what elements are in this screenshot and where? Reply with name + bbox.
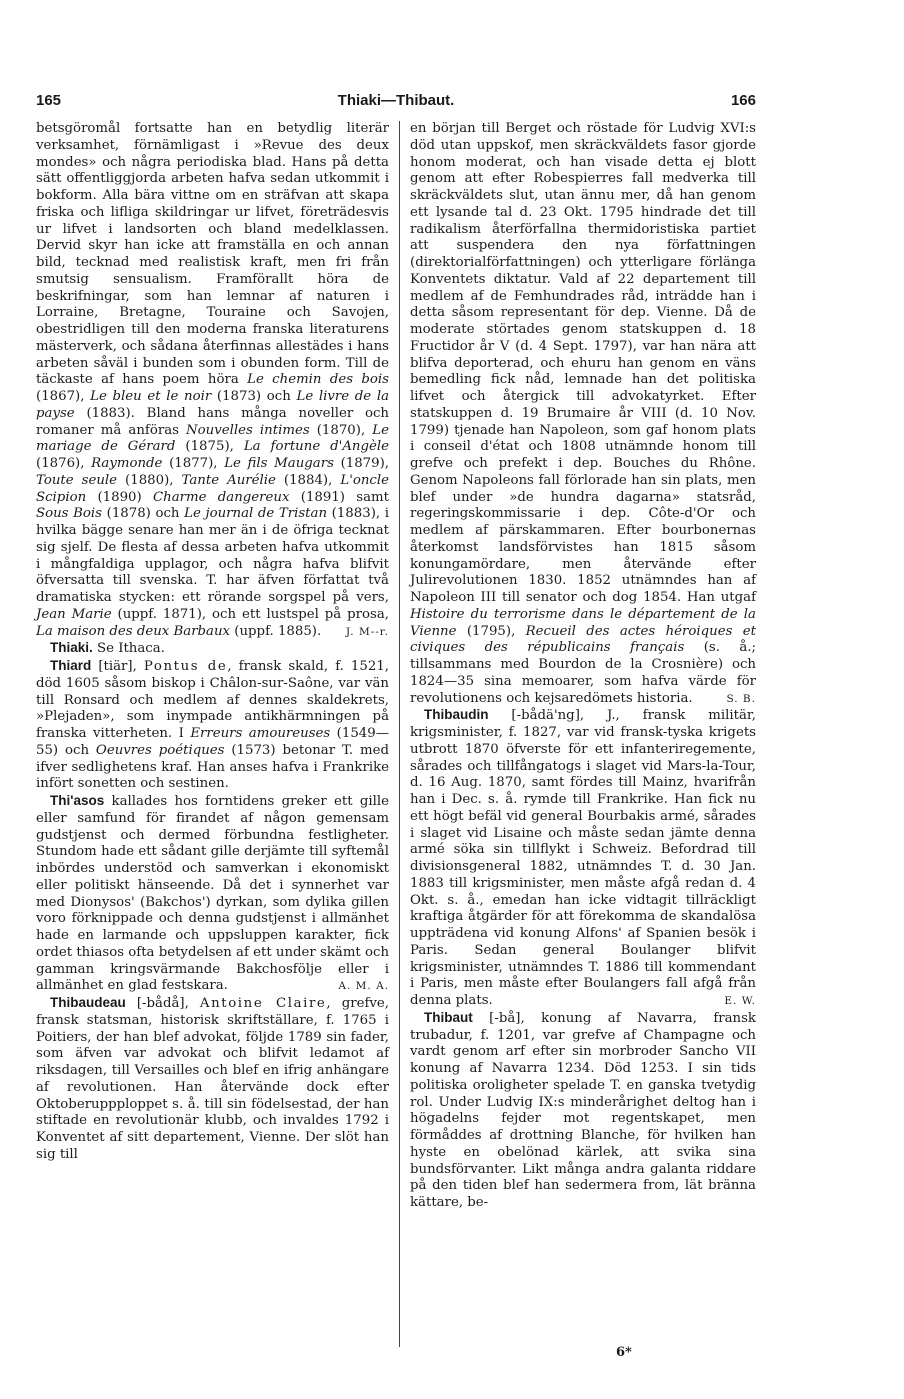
headword-thiaki: Thiaki. (50, 640, 93, 656)
author-signature: E. W. (724, 995, 756, 1007)
entry-thiasos: Thi'asos kallades hos forntidens greker ett gille eller samfund för firandet af någon gemensam gudstjenst och dermed förbundna festligheter. Stundom hade ett sådant gille derjämte till syftemål inbördes understöd och samverkan i ekonomiskt eller politiskt hänseende. Då det i synnerhet var med Dionysos' (Bakchos') dyrkan, som dylika gillen voro förknippade och denna gudstjenst i allmänhet hade en larmande och uppsluppen karakter, fick ordet thiasos ofta betydelsen af ett under skämt och gamman kringsvärmande Bakchosfölje eller i allmänhet en glad festskara. A. M. A. (36, 793, 390, 994)
entry-thiaki: Thiaki. Se Ithaca. (50, 640, 165, 657)
author-signature: J. M--r. (345, 625, 389, 638)
author-signature: A. M. A. (338, 980, 389, 993)
page-number-right: 166 (730, 92, 756, 109)
page-number-left: 165 (36, 92, 62, 109)
entry-continuation: en början till Berget och röstade för Ludvig XVI:s död utan uppskof, men skräckväldets fasor gjorde honom moderat, och han visade detta ej blott genom att efter Robespierres fall medverka till skräckväldets slut, utan ännu mer, då han genom ett lysande tal d. 23 Okt. 1795 hindrade det till radikalism återförfallna thermidoristiska partiet att suspendera den nya författningen (direktorialförfattningen) och ytterligare förlänga Konventets diktatur. Vald af 22 departement till medlem af de Femhundrades råd, inträdde han i detta såsom representant för dep. Vienne. Då de moderate störtades genom statskuppen d. 18 Fructidor år V (d. 4 Sept. 1797), var han nära att blifva deporterad, och ehuru han genom en väns bemedling fick nåd, lemnade han det politiska lifvet och återgick till advokatyrket. Efter statskuppen d. 19 Brumaire år VIII (d. 10 Nov. 1799) tjenade han Napoleon, som gaf honom plats i conseil d'état och 1808 utnämnde honom till grefve och prefekt i dep. Bouches du Rhône. Genom Napoleons fall förlorade han sin plats, men blef under »de hundra dagarna» statsråd, regeringskommissarie i dep. Côte-d'Or och medlem af pärskammaren. Efter bourbonernas återkomst landsförvistes han 1815 såsom konungamördare, men återvände efter Julirevolutionen 1830. 1852 utnämndes han af Napoleon III till senator och dog 1854. Han utgaf Histoire du terrorisme dans le département de la Vienne (1795), Recueil des actes héroiques et civiques des républicains français (s. å.; tillsammans med Bourdon de la Crosnière) och 1824—35 sina memoarer, som hafva värde för revolutionens och kejsaredömets historia. S. B. (410, 121, 757, 706)
headword-thibaudeau: Thibaudeau (50, 995, 126, 1010)
headword-thiasos: Thi'asos (50, 793, 105, 808)
entry-continuation: betsgöromål fortsatte han en betydlig literär verksamhet, förnämligast i »Revue des deux mondes» och några periodiska blad. Hans på detta sätt offentliggjorda arbeten hafva sedan utkommit i bokform. Alla bära vittne om en sträfvan att skapa friska och lifliga skildringar ur lifvet, företrädesvis ur lifvet i landsorten och bland medelklassen. Dervid skyr han icke att framställa en och annan bild, tecknad med realistisk kraft, men fri från smutsig sensualism. Framförallt höra de beskrifningar, som han lemnar af naturen i Lorraine, Bretagne, Touraine och Savojen, obestridligen till den moderna franska literaturens mästerverk, och sådana återfinnas allestädes i hans arbeten såväl i bunden som i obunden form. Till de täckaste af hans poem höra Le chemin des bois (1867), Le bleu et le noir (1873) och Le livre de la payse (1883). Bland hans många noveller och romaner må anföras Nouvelles intimes (1870), Le mariage de Gérard (1875), La fortune d'Angèle (1876), Raymonde (1877), Le fils Maugars (1879), Toute seule (1880), Tante Aurélie (1884), L'oncle Scipion (1890) Charme dangereux (1891) samt Sous Bois (1878) och Le journal de Tristan (1883), i hvilka bägge senare han mer än i de öfriga tecknat sig sjelf. De flesta af dessa arbeten hafva utkommit i mångfaldiga upplagor, och några hafva blifvit öfversatta till svenska. T. har äfven författat två dramatiska stycken: ett rörande sorgspel på vers, Jean Marie (uppf. 1871), och ett lustspel på prosa, La maison des deux Barbaux (uppf. 1885). J. M--r. (36, 121, 390, 639)
right-column (410, 121, 756, 1212)
entry-thibaudin: Thibaudin [-bådä'ng], J., fransk militär, krigsminister, f. 1827, var vid fransk-tyska krigets utbrott 1870 öfverste för ett infanteriregemente, sårades och tillfångatogs i slaget vid Mars-la-Tour, d. 16 Aug. 1870, samt fördes till Mainz, hvarifrån han i Dec. s. å. rymde till Frankrike. Han fick nu ett högt befäl vid general Bourbakis armé, sårades i slaget vid Lisaine och måste sedan jämte denna armé söka sin tillflykt i Schweiz. Befordrad till divisionsgeneral 1882, utnämndes T. d. 30 Jan. 1883 till krigsminister, men måste afgå redan d. 4 Okt. s. å., emedan han icke vidtagit tillräckligt kraftiga åtgärder för att förekomma de skandalösa uppträdena vid konung Alfons' af Spanien besök i Paris. Sedan general Boulanger blifvit krigsminister, utnämndes T. 1886 till kommendant i Paris, men måste efter Boulangers fall afgå från denna plats. E. W. (410, 707, 756, 1008)
left-column (36, 121, 389, 1164)
headword-thiard: Thiard (50, 658, 92, 673)
entry-thibaudeau: Thibaudeau [-bådå], Antoine Claire, grefve, fransk statsman, historisk skriftställare, f. 1765 i Poitiers, der han blef advokat, följde 1789 sin fader, som äfven var advokat och blifvit ledamot af riksdagen, till Versailles och blef en ifrig anhängare af revolutionen. Han återvände dock efter Oktoberuppploppet s. å. till sin födelsestad, der han stiftade en revolutionär klubb, och invaldes 1792 i Konventet af sitt departement, Vienne. Der slöt han sig till (36, 995, 389, 1162)
column-divider (399, 121, 400, 1347)
running-title: Thiaki—Thibaut. (337, 92, 455, 109)
entry-thiard: Thiard [tiär], Pontus de, fransk skald, f. 1521, död 1605 såsom biskop i Châlon-sur-Saône, var vän till Ronsard och medlem af dennes skaldekrets, »Plejaden», som inympade antikhärmningen på franska vitterheten. I Erreurs amoureuses (1549—55) och Oeuvres poétiques (1573) betonar T. med ifver sedlighetens kraf. Han anses hafva i Frankrike infört sonetten och sestinen. (36, 658, 389, 792)
signature-mark: 6* (616, 1345, 632, 1360)
page-header (36, 92, 756, 112)
entry-thibaut: Thibaut [-bå], konung af Navarra, fransk trubadur, f. 1201, var grefve af Champagne och vardt genom arf efter sin morbroder Sancho VII konung af Navarra 1234. Död 1253. I sin tids politiska oroligheter spelade T. en ganska tvetydig rol. Under Ludvig IX:s minderårighet deltog han i högadelns fejder mot regentskapet, men förmåddes af drottning Blanche, för hvilken han hyste en obelönad kärlek, att svika sina bundsförvanter. Likt många andra galanta riddare på den tiden blef han sedermera from, lät bränna kättare, be- (410, 1009, 756, 1210)
headword-thibaudin: Thibaudin (424, 707, 489, 723)
headword-thibaut: Thibaut (424, 1009, 473, 1025)
author-signature: S. B. (726, 692, 756, 705)
